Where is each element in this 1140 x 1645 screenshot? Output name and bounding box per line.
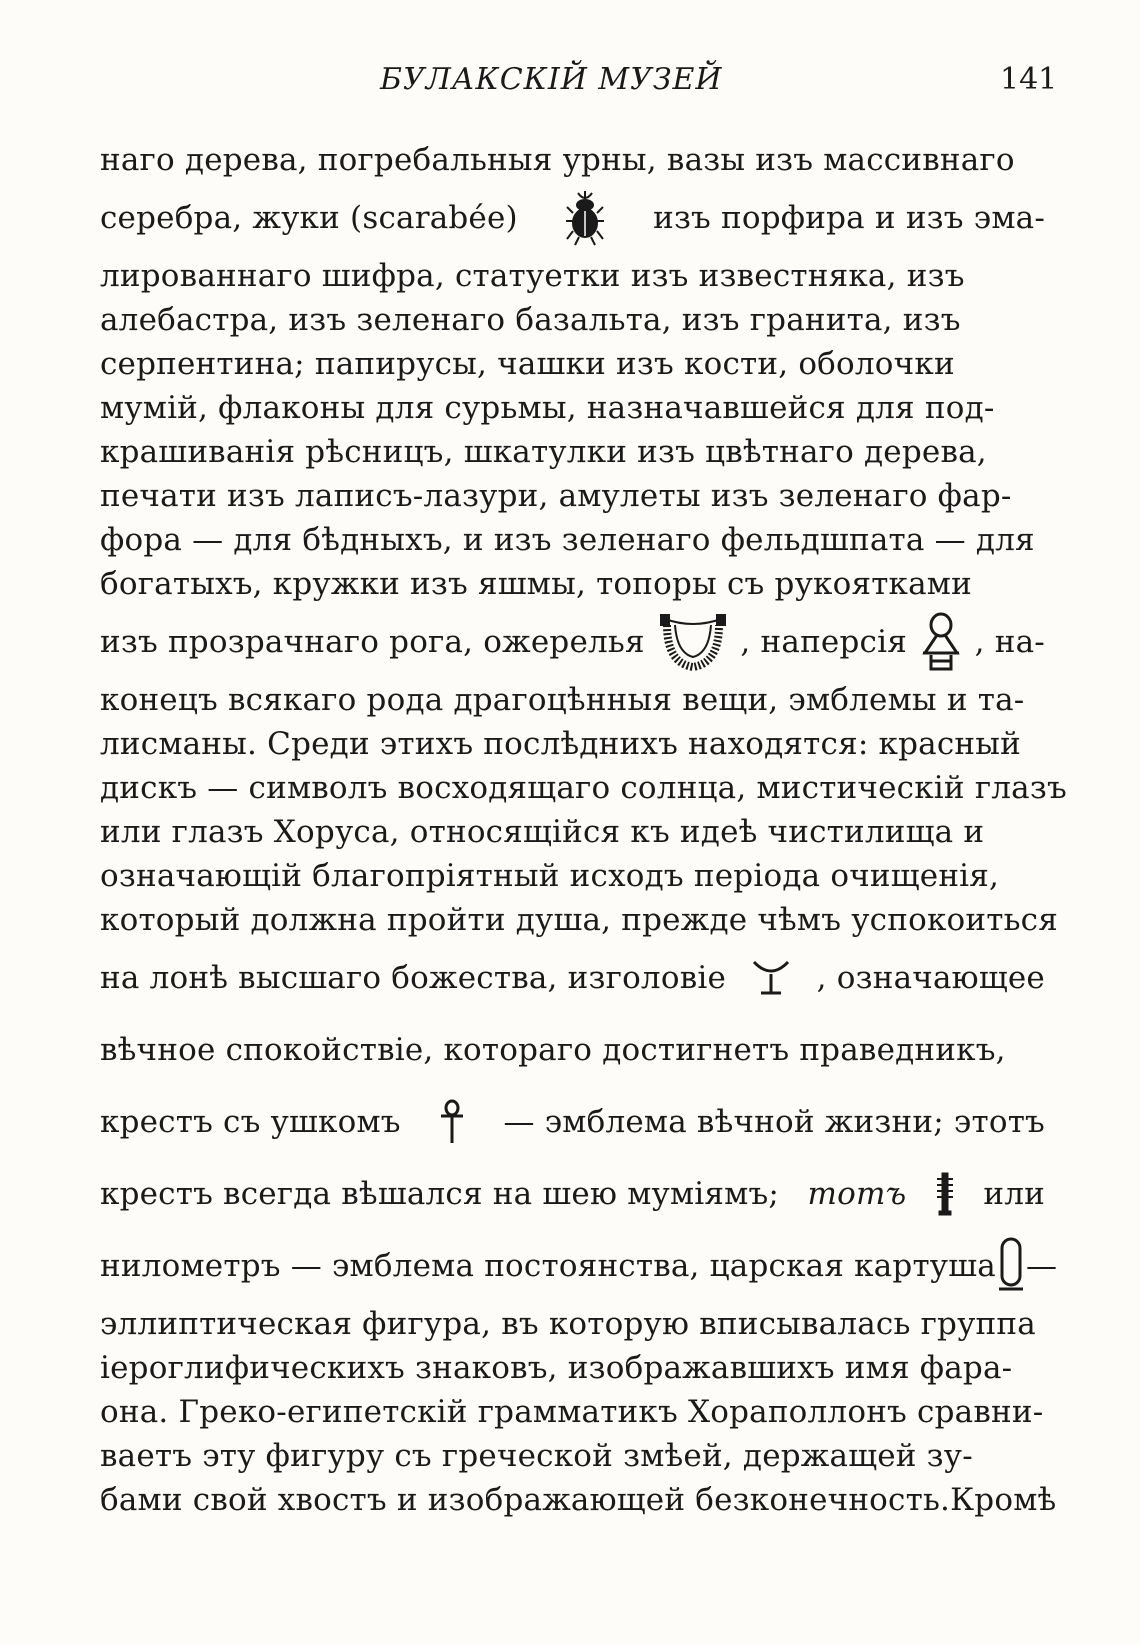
line-text: печати изъ лаписъ-лазури, амулеты изъ зеленаго фар- [100,478,1012,514]
line-text: іероглифическихъ знаковъ, изображавшихъ имя фара- [100,1350,1013,1386]
text-line [100,766,1067,810]
text-line [100,1390,1045,1434]
text-line [100,1158,1045,1230]
line-text: вѣчное спокойствіе, котораго достигнетъ праведникъ, [100,1032,1006,1068]
text-line [100,518,1045,562]
text-line [100,1434,1045,1478]
text-line [100,1086,1045,1158]
line-text: бами свой хвостъ и изображающей безконечность. [100,1482,951,1518]
line-text: ваетъ эту фигуру съ греческой змѣей, держащей зу- [100,1438,973,1474]
line-text: конецъ всякаго рода драгоцѣнныя вещи, эмблемы и та- [100,682,1025,718]
line-text: нилометръ — эмблема постоянства, царская картуша [100,1248,996,1284]
line-text: наго дерева, погребальныя урны, вазы изъ массивнаго [100,142,1015,178]
line-text: богатыхъ, кружки изъ яшмы, топоры съ рукоятками [100,566,972,602]
text-line [100,810,1045,854]
text-line [100,854,1045,898]
line-text: алебастра, изъ зеленаго базальта, изъ гранита, изъ [100,302,961,338]
line-text: , означающее [816,960,1045,996]
text-line [100,138,1045,182]
line-text: означающій благопріятный исходъ періода очищенія, [100,858,1000,894]
line-text: лисманы. Среди этихъ послѣднихъ находятся: красный [100,726,1022,762]
text-line [100,1014,1045,1086]
text-line [100,898,1058,942]
text-line [100,254,1045,298]
line-text: — [1025,1248,1058,1284]
line-text: мумій, флаконы для сурьмы, назначавшейся для под- [100,390,995,426]
text-line [100,722,1045,766]
text-line [100,678,1045,722]
line-text: серебра, жуки (scarabée) [100,200,518,236]
line-text: — эмблема вѣчной жизни; этотъ [503,1104,1045,1140]
text-body [100,138,1067,1522]
text-line [100,298,1045,342]
text-line [100,562,1045,606]
line-text: она. Греко-египетскій грамматикъ Хораполлонъ сравни- [100,1394,1044,1430]
page-number: 141 [1000,62,1058,97]
text-line [100,386,1045,430]
line-text: фора — для бѣдныхъ, и изъ зеленаго фельдшпата — для [100,522,1035,558]
line-text: дискъ — символъ восходящаго солнца, мистическій глазъ [100,770,1067,806]
text-line [100,606,1045,678]
text-line [100,1478,1057,1522]
line-text: на лонѣ высшаго божества, изголовіе [100,960,727,996]
line-text: крестъ съ ушкомъ [100,1104,401,1140]
text-line [100,182,1045,254]
headrest-icon [751,958,791,998]
line-text: Кромѣ [950,1482,1057,1518]
nilometer-icon [935,1171,955,1217]
text-line [100,1230,1058,1302]
line-text: , на- [974,624,1045,660]
text-line [100,1346,1045,1390]
text-line [100,342,1045,386]
line-text: эллиптическая фигура, въ которую вписывалась группа [100,1306,1036,1342]
pectoral-icon [921,611,961,673]
line-text: изъ прозрачнаго рога, ожерелья [100,624,645,660]
line-text: лированнаго шифра, статуетки изъ известняка, изъ [100,258,965,294]
scarab-icon [565,189,605,247]
line-text-italic: тотъ [807,1176,907,1212]
text-line [100,942,1045,1014]
line-text: крестъ всегда вѣшался на шею муміямъ; [100,1176,780,1212]
text-line [100,1302,1045,1346]
line-text: серпентина; папирусы, чашки изъ кости, оболочки [100,346,955,382]
line-text: или [983,1176,1045,1212]
line-text: изъ порфира и изъ эма- [653,200,1045,236]
line-text: крашиванія рѣсницъ, шкатулки изъ цвѣтнаго дерева, [100,434,987,470]
line-text: или глазъ Хоруса, относящійся къ идеѣ чистилища и [100,814,985,850]
page-header [0,62,1140,102]
line-text: который должна пройти душа, прежде чѣмъ успокоиться [100,902,1058,938]
ankh-icon [439,1099,465,1145]
text-line [100,430,1045,474]
line-text: , наперсія [740,624,907,660]
text-line [100,474,1045,518]
cartouche-icon [996,1237,1026,1295]
necklace-icon [659,611,727,673]
running-title: БУЛАКСКІЙ МУЗЕЙ [380,62,723,97]
